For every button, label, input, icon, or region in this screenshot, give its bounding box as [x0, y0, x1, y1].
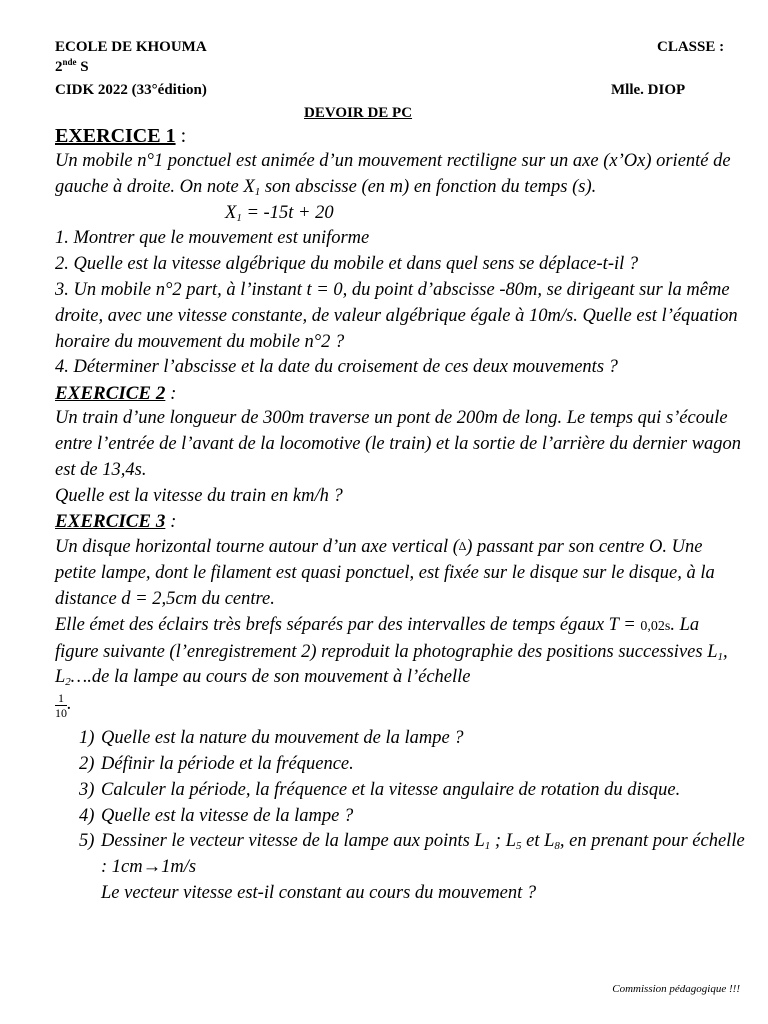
document-body: [55, 124, 745, 907]
teacher-name: Mlle. DIOP: [611, 82, 686, 98]
equation-x1: $X_1 = -15t + 20$: [225, 202, 334, 224]
exercise-1-question-4: 4. Déterminer l’abscisse et la date du croisement de ces deux mouvements ?: [55, 357, 618, 378]
list-item: 4) Quelle est la vitesse de la lampe ?: [79, 805, 354, 826]
list-item: 5) Dessiner le vecteur vitesse de la lampe aux points $L_1$ ; $L_5$ et $L_8$, en prenant pour échelle : 1cm→1m/s: [79, 831, 745, 878]
exercise-1-question-1: 1. Montrer que le mouvement est uniforme: [55, 228, 370, 249]
competition-name: CIDK 2022 (33°édition): [55, 82, 207, 98]
exercise-3-questions: [55, 726, 745, 881]
exercise-1-intro: Un mobile n°1 ponctuel est animée d’un mouvement rectiligne sur un axe (x’Ox) orienté de gauche à droite. On note $X_1$ son abscisse (en m) en fonction du temps (s).: [55, 151, 731, 198]
classe-label: CLASSE :: [657, 39, 725, 55]
list-item: 2) Définir la période et la fréquence.: [79, 753, 354, 774]
exercise-3-paragraph-2: Elle émet des éclairs très brefs séparés par des intervalles de temps égaux T = 0,02s. La figure suivante (l’enregistrement 2) reproduit la photographie des positions successives $L_1$, $L_2\dots.de$ la lampe au cours de son mouvement à l’échelle $\frac{1}{10}$ .: [55, 614, 728, 721]
footer-note: Commission pédagogique !!!: [612, 983, 740, 995]
exercise-2-title: EXERCICE 2 :: [55, 383, 177, 405]
exercise-3-title: EXERCICE 3 :: [55, 511, 177, 533]
exercise-1-title: EXERCICE 1 :: [55, 125, 187, 147]
document-title: DEVOIR DE PC: [304, 105, 413, 121]
scale-fraction: $\frac{1}{10}$: [55, 691, 67, 721]
exercise-3-paragraph-1: Un disque horizontal tourne autour d’un axe vertical (∆) passant par son centre O. Une petite lampe, dont le filament est quasi ponctuel, est fixée sur le disque sur le disque, à la distance d = 2,5cm du centre.: [55, 534, 745, 612]
exercise-2-text: Un train d’une longueur de 300m traverse un pont de 200m de long. Le temps qui s’écoule entre l’entrée de l’avant de la locomotive (le train) et la sortie de l’arrière du dernier wagon est de 13,4s.: [55, 408, 742, 480]
exercise-1-question-3: 3. Un mobile n°2 part, à l’instant t = 0, du point d’abscisse -80m, se dirigeant sur la même droite, avec une vitesse constante, de valeur algébrique égale à 10m/s. Quelle est l’équation horaire du mouvement du mobile n°2 ?: [55, 279, 738, 352]
delta-icon: ∆: [458, 539, 467, 554]
exercise-2-question: Quelle est la vitesse du train en km/h ?: [55, 485, 343, 506]
class-level: 2nde S: [55, 57, 89, 75]
school-name: ECOLE DE KHOUMA: [55, 39, 207, 55]
exercise-1-question-2: 2. Quelle est la vitesse algébrique du mobile et dans quel sens se déplace-t-il ?: [55, 254, 639, 275]
list-item: 1) Quelle est la nature du mouvement de la lampe ?: [79, 728, 464, 749]
list-item: 3) Calculer la période, la fréquence et la vitesse angulaire de rotation du disque.: [79, 779, 681, 800]
exercise-3-question-5-followup: Le vecteur vitesse est-il constant au cours du mouvement ?: [101, 882, 537, 903]
